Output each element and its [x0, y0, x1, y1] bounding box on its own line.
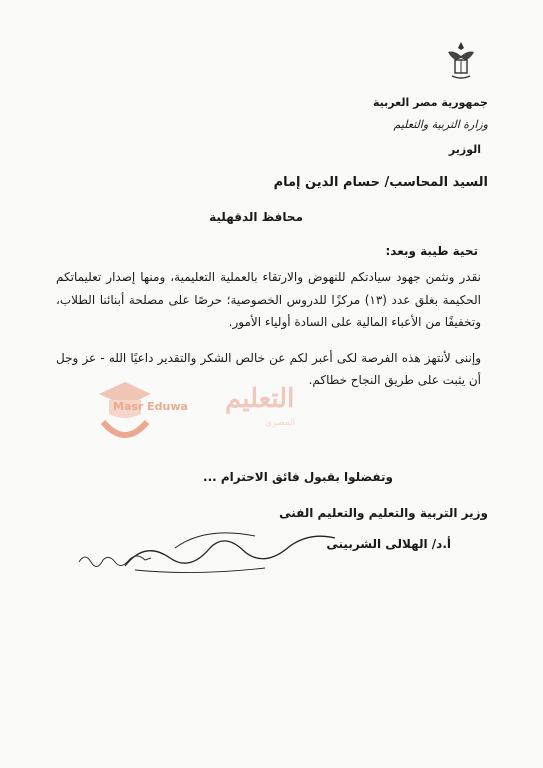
signature-title: وزير التربية والتعليم والتعليم الفنى	[279, 506, 488, 520]
letter-governor-title: محافظ الدقهلية	[209, 210, 303, 224]
letter-closing: وتفضلوا بقبول فائق الاحترام ...	[203, 470, 393, 484]
watermark-graduation-cap-icon	[95, 378, 155, 450]
watermark-subtext: المصرى	[265, 418, 296, 428]
watermark-text: التعليم	[225, 384, 295, 414]
header-office: الوزير	[448, 143, 481, 156]
site-watermark	[95, 370, 335, 460]
header-ministry: وزارة التربية والتعليم	[393, 118, 488, 131]
header-country: جمهورية مصر العربية	[373, 96, 488, 109]
letter-paragraph-1: نقدر ونثمن جهود سيادتكم للنهوض والارتقاء بالعملية التعليمية، ومنها إصدار تعليماتكم الحكيمة بغلق عدد (١٣) مركزًا للدروس الخصوصية؛ حرصًا على مصلحة أبنائنا الطلاب، وتخفيفًا من الأعباء المالية على السادة أولياء الأمور.	[56, 270, 481, 329]
handwritten-note	[75, 548, 155, 570]
letter-paragraph-2: وإننى لأنتهز هذه الفرصة لكى أعبر لكم عن خالص الشكر والتقدير داعيًا الله - عز وجل أن يثبت على طريق النجاح خطاكم.	[56, 350, 481, 387]
eagle-emblem-icon	[444, 38, 478, 82]
signature-name: أ.د/ الهلالى الشربينى	[326, 537, 451, 551]
letter-greeting: تحية طيبة وبعد:	[385, 244, 478, 258]
letter-addressee: السيد المحاسب/ حسام الدين إمام	[273, 175, 488, 190]
watermark-logo: Masr Eduwa	[113, 400, 188, 413]
